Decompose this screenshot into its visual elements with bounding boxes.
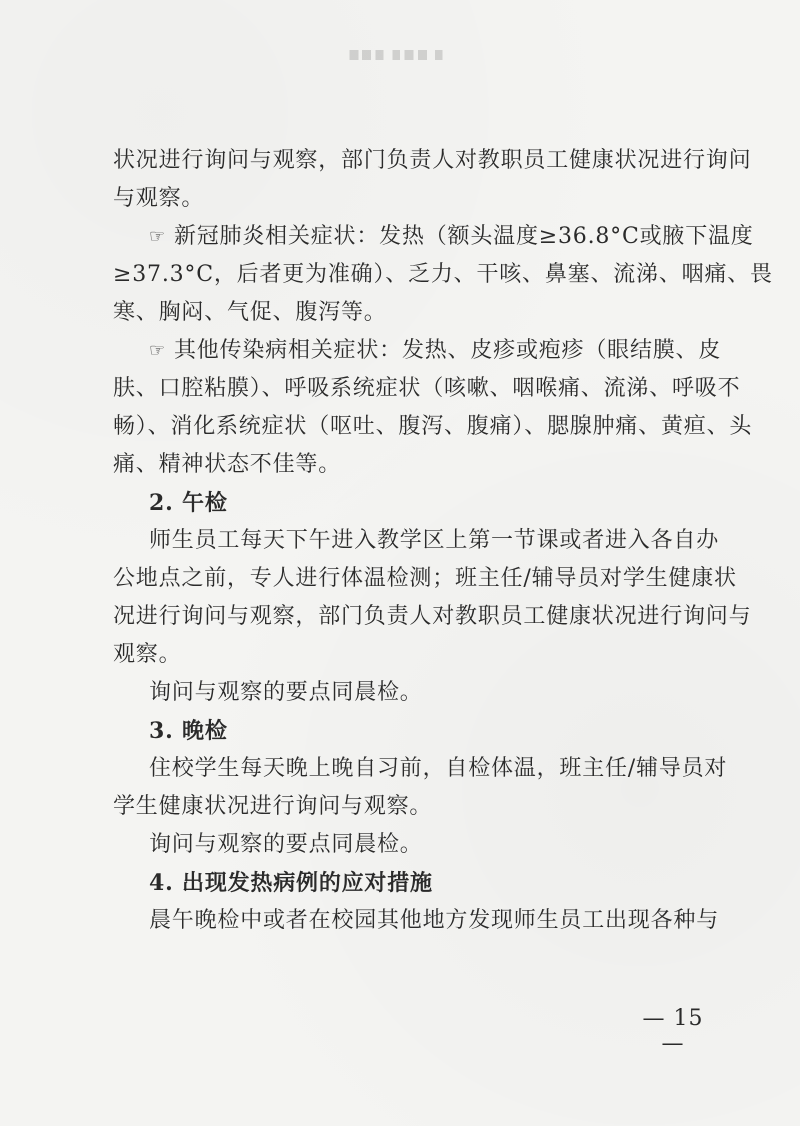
section-heading-evening-check: 3. 晚检 [149,718,228,744]
document-body [113,142,773,940]
noon-check-line-2: 公地点之前，专人进行体温检测；班主任/辅导员对学生健康状 [113,566,737,591]
hand-pointer-icon: ☞ [149,340,166,361]
noon-check-line-3: 况进行询问与观察，部门负责人对教职员工健康状况进行询问与 [113,604,752,629]
symptom-line-covid-3: 寒、胸闷、气促、腹泻等。 [113,300,387,325]
covid-symptom-text: 新冠肺炎相关症状：发热（额头温度≥36.8°C或腋下温度 [173,224,754,249]
section-heading-noon-check: 2. 午检 [149,490,228,516]
evening-check-line-1: 住校学生每天晚上晚自习前，自检体温，班主任/辅导员对 [149,756,728,781]
paragraph-line-1: 状况进行询问与观察，部门负责人对教职员工健康状况进行询问 [113,148,752,173]
evening-check-line-2: 学生健康状况进行询问与观察。 [113,794,433,819]
symptom-line-other-2: 肤、口腔粘膜）、呼吸系统症状（咳嗽、咽喉痛、流涕、呼吸不 [113,376,741,401]
section-heading-fever-response: 4. 出现发热病例的应对措施 [149,870,433,896]
noon-check-line-1: 师生员工每天下午进入教学区上第一节课或者进入各自办 [149,528,720,553]
symptom-line-other-3: 畅）、消化系统症状（呕吐、腹泻、腹痛）、腮腺肿痛、黄疸、头 [113,414,753,439]
faint-header-mark [343,50,455,60]
fever-response-line-1: 晨午晚检中或者在校园其他地方发现师生员工出现各种与 [149,908,720,933]
page-number: — 15 — [642,1006,704,1056]
noon-check-line-4: 观察。 [113,642,182,667]
symptom-line-other-4: 痛、精神状态不佳等。 [113,452,342,477]
evening-check-note: 询问与观察的要点同晨检。 [149,832,423,857]
noon-check-note: 询问与观察的要点同晨检。 [149,680,423,705]
symptom-line-other-1 [113,332,722,370]
symptom-line-covid-1 [113,218,754,256]
symptom-line-covid-2: ≥37.3°C，后者更为准确）、乏力、干咳、鼻塞、流涕、咽痛、畏 [113,262,773,287]
other-disease-symptom-text: 其他传染病相关症状：发热、皮疹或疱疹（眼结膜、皮 [173,338,722,363]
paragraph-line-2: 与观察。 [113,186,205,211]
hand-pointer-icon: ☞ [149,226,166,247]
